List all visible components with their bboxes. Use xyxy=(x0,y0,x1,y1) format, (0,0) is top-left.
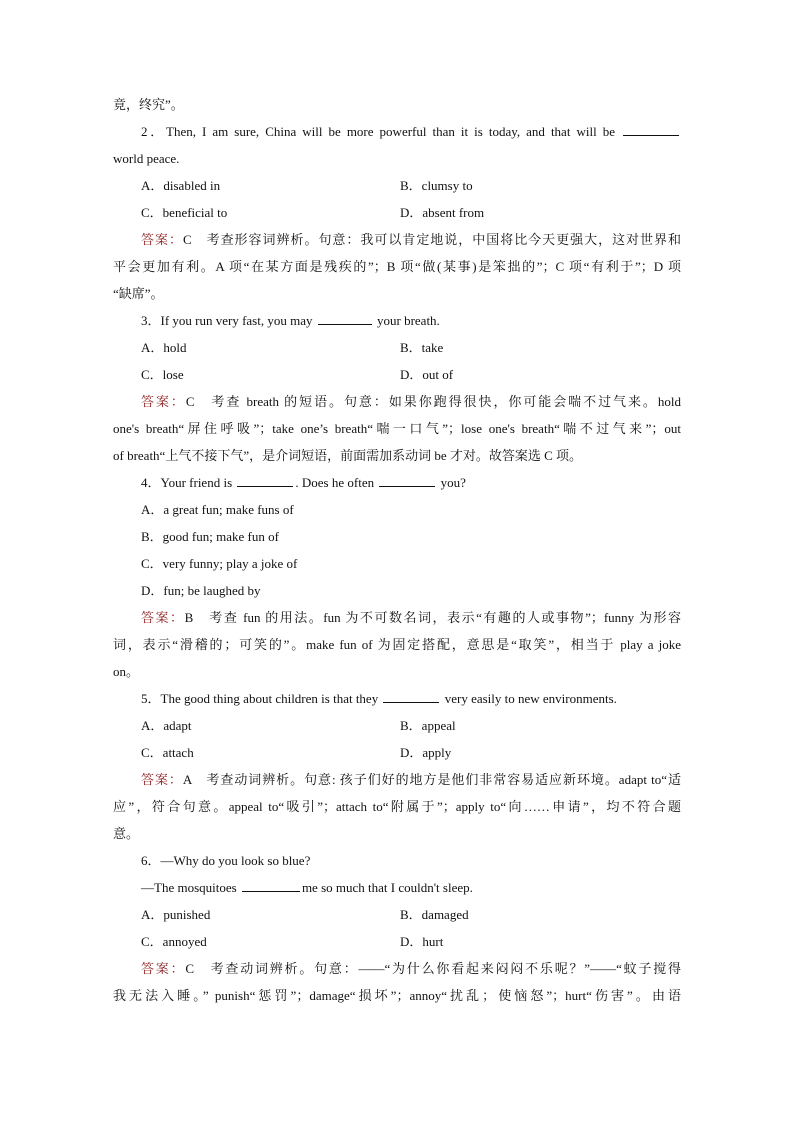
question-2-options-row-2 xyxy=(113,199,681,226)
question-3-options-row-1 xyxy=(113,334,681,361)
answer-blank xyxy=(623,121,679,136)
option-d: D．apply xyxy=(400,745,452,760)
option-b: B．clumsy to xyxy=(400,178,473,193)
option-b: B．appeal xyxy=(400,718,456,733)
question-5-stem: 5．The good thing about children is that they very easily to new environments. xyxy=(113,685,681,712)
question-6-answer-cont: 我无法入睡。” punish“惩罚”；damage“损坏”；annoy“扰乱；使恼怒”；hurt“伤害”。由语 xyxy=(113,988,681,1003)
question-6-answer: 答案：C 考查动词辨析。句意：——“为什么你看起来闷闷不乐呢？”——“蚊子搅得 xyxy=(141,961,681,976)
option-b: B．damaged xyxy=(400,907,469,922)
answer-label: 答案： xyxy=(141,394,186,409)
answer-blank xyxy=(237,472,293,487)
option-a: A．a great fun; make funs of xyxy=(141,502,294,517)
document-content xyxy=(113,91,681,1009)
question-2-answer-cont: 平会更加有利。A 项“在某方面是残疾的”；B 项“做(某事)是笨拙的”；C 项“有利于”；D 项 xyxy=(113,259,681,274)
question-4-stem: 4．Your friend is . Does he often you? xyxy=(113,469,681,496)
answer-blank xyxy=(318,310,372,325)
question-6-options-row-2 xyxy=(113,928,681,955)
option-c: C．beneficial to xyxy=(141,205,228,220)
question-3-answer: 答案：C 考查 breath 的短语。句意：如果你跑得很快，你可能会喘不过气来。hold xyxy=(141,394,681,409)
answer-blank xyxy=(379,472,435,487)
question-2-answer: 答案：C 考查形容词辨析。句意：我可以肯定地说，中国将比今天更强大，这对世界和 xyxy=(141,232,681,247)
option-c: C．annoyed xyxy=(141,934,207,949)
question-6-stem-cont: —The mosquitoes me so much that I couldn't sleep. xyxy=(113,874,681,901)
option-d: D．absent from xyxy=(400,205,485,220)
question-6-stem: 6．—Why do you look so blue? xyxy=(141,853,311,868)
answer-label: 答案： xyxy=(141,772,183,787)
question-3-stem: 3．If you run very fast, you may your breath. xyxy=(113,307,681,334)
question-4-answer-cont: on。 xyxy=(113,664,140,679)
question-3-answer-cont: of breath“上气不接下气”，是介词短语，前面需加系动词 be 才对。故答案选 C 项。 xyxy=(113,448,583,463)
question-5-options-row-2 xyxy=(113,739,681,766)
question-5-answer-cont: 应”，符合句意。appeal to“吸引”；attach to“附属于”；apply to“向……申请”，均不符合题 xyxy=(113,799,681,814)
option-c: C．very funny; play a joke of xyxy=(141,556,298,571)
option-a: A．disabled in xyxy=(141,178,221,193)
option-b: B．good fun; make fun of xyxy=(141,529,279,544)
question-3-options-row-2 xyxy=(113,361,681,388)
answer-label: 答案： xyxy=(141,232,183,247)
question-5-answer: 答案：A 考查动词辨析。句意: 孩子们好的地方是他们非常容易适应新环境。adapt to“适 xyxy=(141,772,681,787)
option-a: A．punished xyxy=(141,907,211,922)
answer-blank xyxy=(242,877,300,892)
question-4-answer: 答案：B 考查 fun 的用法。fun 为不可数名词，表示“有趣的人或事物”；funny 为形容 xyxy=(141,610,681,625)
option-b: B．take xyxy=(400,340,444,355)
option-d: D．fun; be laughed by xyxy=(141,583,261,598)
question-5-options-row-1 xyxy=(113,712,681,739)
option-c: C．attach xyxy=(141,745,194,760)
answer-blank xyxy=(383,688,439,703)
answer-label: 答案： xyxy=(141,961,186,976)
option-c: C．lose xyxy=(141,367,184,382)
question-2-stem-cont: world peace. xyxy=(113,151,180,166)
intro-line: 竟，终究”。 xyxy=(113,97,184,112)
option-a: A．hold xyxy=(141,340,187,355)
question-4-answer-cont: 词，表示“滑稽的；可笑的”。make fun of 为固定搭配，意思是“取笑”，相当于 play a joke xyxy=(113,637,681,652)
question-3-answer-cont: one's breath“屏住呼吸”；take one’s breath“喘一口气”；lose one's breath“喘不过气来”；out xyxy=(113,421,681,436)
question-6-options-row-1 xyxy=(113,901,681,928)
answer-label: 答案： xyxy=(141,610,185,625)
question-5-answer-cont: 意。 xyxy=(113,826,140,841)
question-2-options-row-1 xyxy=(113,172,681,199)
question-2-answer-cont: “缺席”。 xyxy=(113,286,164,301)
option-d: D．out of xyxy=(400,367,454,382)
option-d: D．hurt xyxy=(400,934,444,949)
option-a: A．adapt xyxy=(141,718,192,733)
question-2-stem: 2．Then, I am sure, China will be more powerful than it is today, and that will be xyxy=(113,118,681,145)
